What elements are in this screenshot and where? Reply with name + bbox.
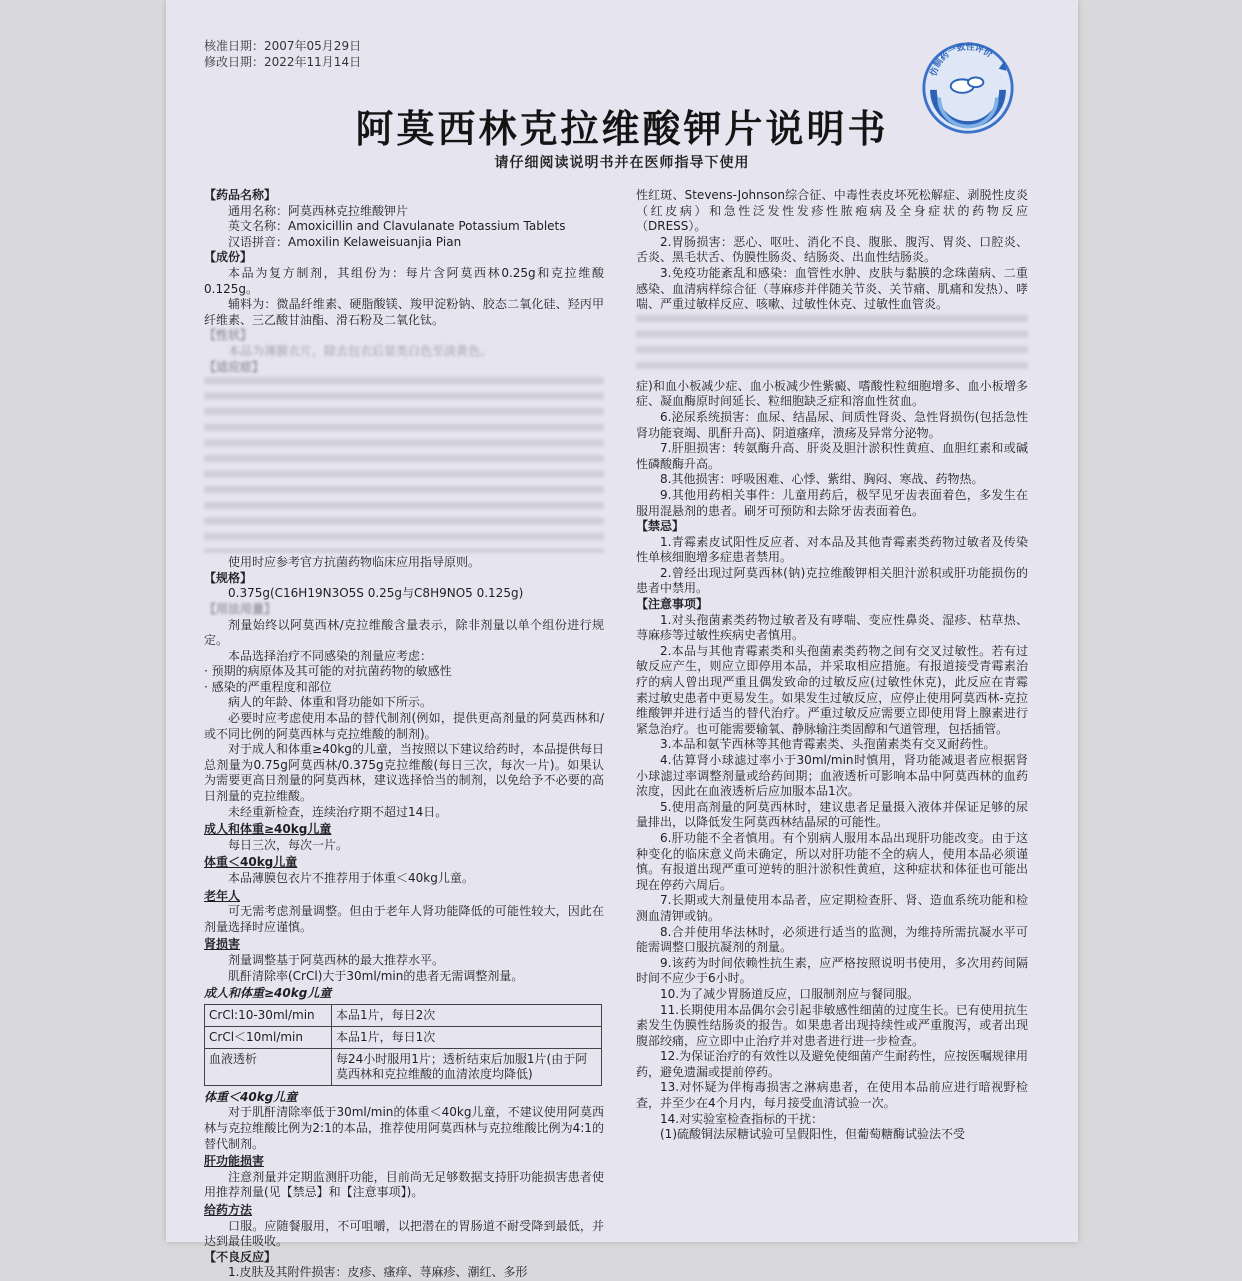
document-title: 阿莫西林克拉维酸钾片说明书	[355, 107, 889, 151]
adverse-item-9: 9.其他用药相关事件：儿童用药后，极罕见牙齿表面着色，多发生在服用混悬剂的患者。刷牙可预防和去除牙齿表面着色。	[636, 487, 1028, 518]
adverse-item-8: 8.其他损害：呼吸困难、心悸、紫绀、胸闷、寒战、药物热。	[660, 472, 984, 487]
english-name: 英文名称：Amoxicillin and Clavulanate Potassium Tablets	[228, 219, 566, 234]
heading-renal-table: 成人和体重≥40kg儿童	[204, 986, 332, 1001]
adverse-item-5-cont: 症)和血小板减少症、血小板减少性紫癜、嗜酸性粒细胞增多、血小板增多症、凝血酶原时间延长、粒细胞缺乏症和溶血性贫血。	[636, 378, 1028, 409]
strength-text: 0.375g(C16H19N3O5S 0.25g与C8H9NO5 0.125g)	[228, 586, 524, 601]
contraindication-1: 1.青霉素皮试阳性反应者、对本品及其他青霉素类药物过敏者及传染性单核细胞增多症患者禁用。	[636, 534, 1028, 565]
section-strength: 【规格】	[204, 570, 253, 585]
children-text: 本品薄膜包衣片不推荐用于体重＜40kg儿童。	[228, 871, 474, 885]
logo-text: 仿制药一致性评价	[928, 42, 994, 78]
indications-illegible-block	[204, 377, 604, 553]
dosage-para-4: 必要时应考虑使用本品的替代制剂(例如，提供更高剂量的阿莫西林和/或不同比例的阿莫西林与克拉维酸的制剂)。	[204, 711, 604, 741]
section-dosage: 【用法用量】	[204, 601, 277, 616]
adverse-item-2: 2.胃肠损害：恶心、呕吐、消化不良、腹胀、腹泻、胃炎、口腔炎、舌炎、黑毛状舌、伪膜性肠炎、结肠炎、出血性结肠炎。	[636, 234, 1028, 265]
adverse-item-1: 1.皮肤及其附件损害：皮疹、瘙痒、荨麻疹、潮红、多形	[228, 1265, 528, 1280]
children-renal-text: 对于肌酐清除率低于30ml/min的体重＜40kg儿童，不建议使用阿莫西林与克拉维酸比例为2:1的本品，推荐使用阿莫西林与克拉维酸比例为4:1的替代制剂。	[204, 1105, 604, 1151]
dosage-para-3: 病人的年龄、体重和肾功能如下所示。	[228, 695, 433, 710]
precaution-6: 6.肝功能不全者慎用。有个别病人服用本品出现肝功能改变。由于这种变化的临床意义尚未确定，所以对肝功能不全的病人，使用本品必须谨慎。有报道出现严重可逆转的胆汁淤积性黄疸，这种症状和体征也可能出现在停药六周后。	[636, 830, 1028, 892]
hepatic-text: 注意剂量并定期监测肝功能，目前尚无足够数据支持肝功能损害患者使用推荐剂量(见【禁忌】和【注意事项】)。	[204, 1169, 604, 1200]
adverse-item-7: 7.肝胆损害：转氨酶升高、肝炎及胆汁淤积性黄疸、血胆红素和或碱性磷酸酶升高。	[636, 441, 1028, 471]
table-cell: CrCl＜10ml/min	[205, 1026, 332, 1048]
precaution-7: 7.长期或大剂量使用本品者，应定期检查肝、肾、造血系统功能和检测血清钾或钠。	[636, 893, 1028, 923]
usage-guideline-note: 使用时应参考官方抗菌药物临床应用指导原则。	[228, 555, 481, 570]
precaution-5: 5.使用高剂量的阿莫西林时，建议患者足量摄入液体并保证足够的尿量排出，以降低发生阿莫西林结晶尿的可能性。	[636, 799, 1028, 830]
adverse-item-3: 3.免疫功能紊乱和感染：血管性水肿、皮肤与黏膜的念珠菌病、二重感染、血清病样综合征（荨麻疹并伴随关节炎、关节痛、肌痛和发热）、哮喘、严重过敏样反应、咳嗽、过敏性休克、过敏性血管炎。	[636, 265, 1028, 312]
precaution-10: 10.为了减少胃肠道反应，口服制剂应与餐同服。	[660, 986, 920, 1001]
precaution-13: 13.对怀疑为伴梅毒损害之淋病患者，在使用本品前应进行暗视野检查，并至少在4个月内，每月接受血清试验一次。	[636, 1080, 1028, 1111]
table-cell: 本品1片，每日2次	[332, 1004, 602, 1026]
heading-hepatic: 肝功能损害	[204, 1154, 265, 1169]
precaution-14-1: (1)硫酸铜法尿糖试验可呈假阳性，但葡萄糖酶试验法不受	[660, 1127, 966, 1142]
precaution-9: 9.该药为时间依赖性抗生素，应严格按照说明书使用，多次用药间隔时间不应少于6小时。	[636, 955, 1028, 986]
adverse-item-1-cont: 性红斑、Stevens-Johnson综合征、中毒性表皮坏死松解症、剥脱性皮炎（红皮病）和急性泛发性发疹性脓疱病及全身症状的药物反应（DRESS）。	[636, 188, 1028, 234]
generic-name: 通用名称：阿莫西林克拉维酸钾片	[228, 203, 409, 218]
dosage-para-2: 本品选择治疗不同感染的剂量应考虑：	[228, 648, 433, 663]
adults-text: 每日三次，每次一片。	[228, 837, 349, 852]
renal-text-1: 剂量调整基于阿莫西林的最大推荐水平。	[228, 952, 445, 967]
heading-elderly: 老年人	[204, 888, 241, 903]
adverse-item-6: 6.泌尿系统损害：血尿、结晶尿、间质性肾炎、急性肾损伤(包括急性肾功能衰竭、肌酐升高)、阴道瘙痒，溃疡及异常分泌物。	[636, 409, 1028, 440]
elderly-text: 可无需考虑剂量调整。但由于老年人肾功能降低的可能性较大，因此在剂量选择时应谨慎。	[204, 904, 604, 934]
dosage-bullet-1: · 预期的病原体及其可能的对抗菌药物的敏感性	[204, 664, 452, 679]
table-cell: 血液透析	[205, 1048, 332, 1085]
adverse-illegible-block	[636, 315, 1028, 377]
approval-date: 核准日期：2007年05月29日	[204, 39, 362, 53]
package-insert-sheet	[166, 0, 1078, 1280]
pinyin-name: 汉语拼音：Amoxilin Kelaweisuanjia Pian	[228, 234, 462, 249]
precaution-3: 3.本品和氨苄西林等其他青霉素类、头孢菌素类有交叉耐药性。	[660, 737, 996, 752]
renal-dosage-table	[204, 1004, 602, 1086]
table-row	[205, 1026, 602, 1048]
section-precautions: 【注意事项】	[636, 597, 709, 612]
section-adverse-reactions: 【不良反应】	[204, 1249, 277, 1264]
precaution-4: 4.估算肾小球滤过率小于30ml/min时慎用，肾功能减退者应根据肾小球滤过率调整剂量或给药间期；血液透析可影响本品中阿莫西林的血药浓度，因此在血液透析后应加服本品1次。	[636, 753, 1028, 799]
table-row	[205, 1004, 602, 1026]
precaution-1: 1.对头孢菌素类药物过敏者及有哮喘、变应性鼻炎、湿疹、枯草热、荨麻疹等过敏性疾病史者慎用。	[636, 612, 1028, 643]
precaution-2: 2.本品与其他青霉素类和头孢菌素类药物之间有交叉过敏性。若有过敏反应产生，则应立即停用本品，并采取相应措施。有报道接受青霉素治疗的病人曾出现严重且偶发致命的过敏反应(过敏性休克)，此反应在青霉素过敏史患者中更易发生。如果发生过敏反应，应停止使用阿莫西林-克拉维酸钾并进行适当的替代治疗。严重过敏反应需要立即使用肾上腺素进行紧急治疗。也可能需要输氧、静脉输注类固醇和气道管理，包括插管。	[636, 643, 1028, 736]
precaution-8: 8.合并使用华法林时，必须进行适当的监测，为维持所需抗凝水平可能需调整口服抗凝剂的剂量。	[636, 924, 1028, 955]
dosage-para-1: 剂量始终以阿莫西林/克拉维酸含量表示，除非剂量以单个组份进行规定。	[204, 617, 604, 648]
contraindication-2: 2.曾经出现过阿莫西林(钠)克拉维酸钾相关胆汁淤积或肝功能损伤的患者中禁用。	[636, 565, 1028, 596]
table-cell: 本品1片，每日1次	[332, 1026, 602, 1048]
precaution-11: 11.长期使用本品偶尔会引起非敏感性细菌的过度生长。已有使用抗生素发生伪膜性结肠炎的报告。如果患者出现持续性或严重腹泻，或者出现腹部绞痛，应立即中止治疗并对患者进行进一步检查。	[636, 1002, 1028, 1048]
heading-administration: 给药方法	[204, 1202, 253, 1217]
excipients-text: 辅料为：微晶纤维素、硬脂酸镁、羧甲淀粉钠、胶态二氧化硅、羟丙甲纤维素、三乙酸甘油酯、滑石粉及二氧化钛。	[204, 297, 604, 327]
table-row	[205, 1048, 602, 1085]
administration-text: 口服。应随餐服用，不可咀嚼，以把潜在的胃肠道不耐受降到最低，并达到最佳吸收。	[204, 1218, 604, 1249]
document-subtitle: 请仔细阅读说明书并在医师指导下使用	[494, 155, 750, 171]
precaution-14: 14.对实验室检查指标的干扰：	[660, 1111, 824, 1126]
table-cell: 每24小时服用1片；透析结束后加服1片(由于阿莫西林和克拉维酸的血清浓度均降低)	[332, 1048, 602, 1085]
left-column	[204, 188, 604, 1281]
dosage-para-6: 未经重新检查，连续治疗期不超过14日。	[228, 804, 448, 819]
composition-text: 本品为复方制剂，其组份为：每片含阿莫西林0.25g和克拉维酸0.125g。	[204, 265, 604, 296]
section-composition: 【成份】	[204, 250, 253, 265]
dosage-bullet-2: · 感染的严重程度和部位	[204, 679, 332, 694]
right-column	[636, 188, 1028, 1143]
table-cell: CrCl:10-30ml/min	[205, 1004, 332, 1026]
section-drug-name: 【药品名称】	[204, 188, 277, 202]
heading-adults: 成人和体重≥40kg儿童	[204, 822, 332, 837]
heading-children-renal: 体重＜40kg儿童	[204, 1089, 298, 1104]
dates-block	[204, 38, 361, 70]
dosage-para-5: 对于成人和体重≥40kg的儿童，当按照以下建议给药时，本品提供每日总剂量为0.75g阿莫西林/0.375g克拉维酸(每日三次，每次一片)。如果认为需要更高日剂量的阿莫西林，建议选择恰当的制剂，以免给予不必要的高日剂量的克拉维酸。	[204, 742, 604, 804]
heading-renal: 肾损害	[204, 937, 241, 952]
section-indications: 【适应症】	[204, 359, 265, 374]
description-text: 本品为薄膜衣片，除去包衣后显类白色至淡黄色。	[228, 343, 493, 358]
section-contraindications: 【禁忌】	[636, 519, 685, 534]
section-description: 【性状】	[204, 328, 253, 343]
revision-date: 修改日期：2022年11月14日	[204, 55, 362, 69]
precaution-12: 12.为保证治疗的有效性以及避免使细菌产生耐药性，应按医嘱规律用药，避免遗漏或提前停药。	[636, 1049, 1028, 1079]
renal-text-2: 肌酐清除率(CrCl)大于30ml/min的患者无需调整剂量。	[228, 968, 524, 983]
heading-children: 体重＜40kg儿童	[204, 855, 298, 870]
